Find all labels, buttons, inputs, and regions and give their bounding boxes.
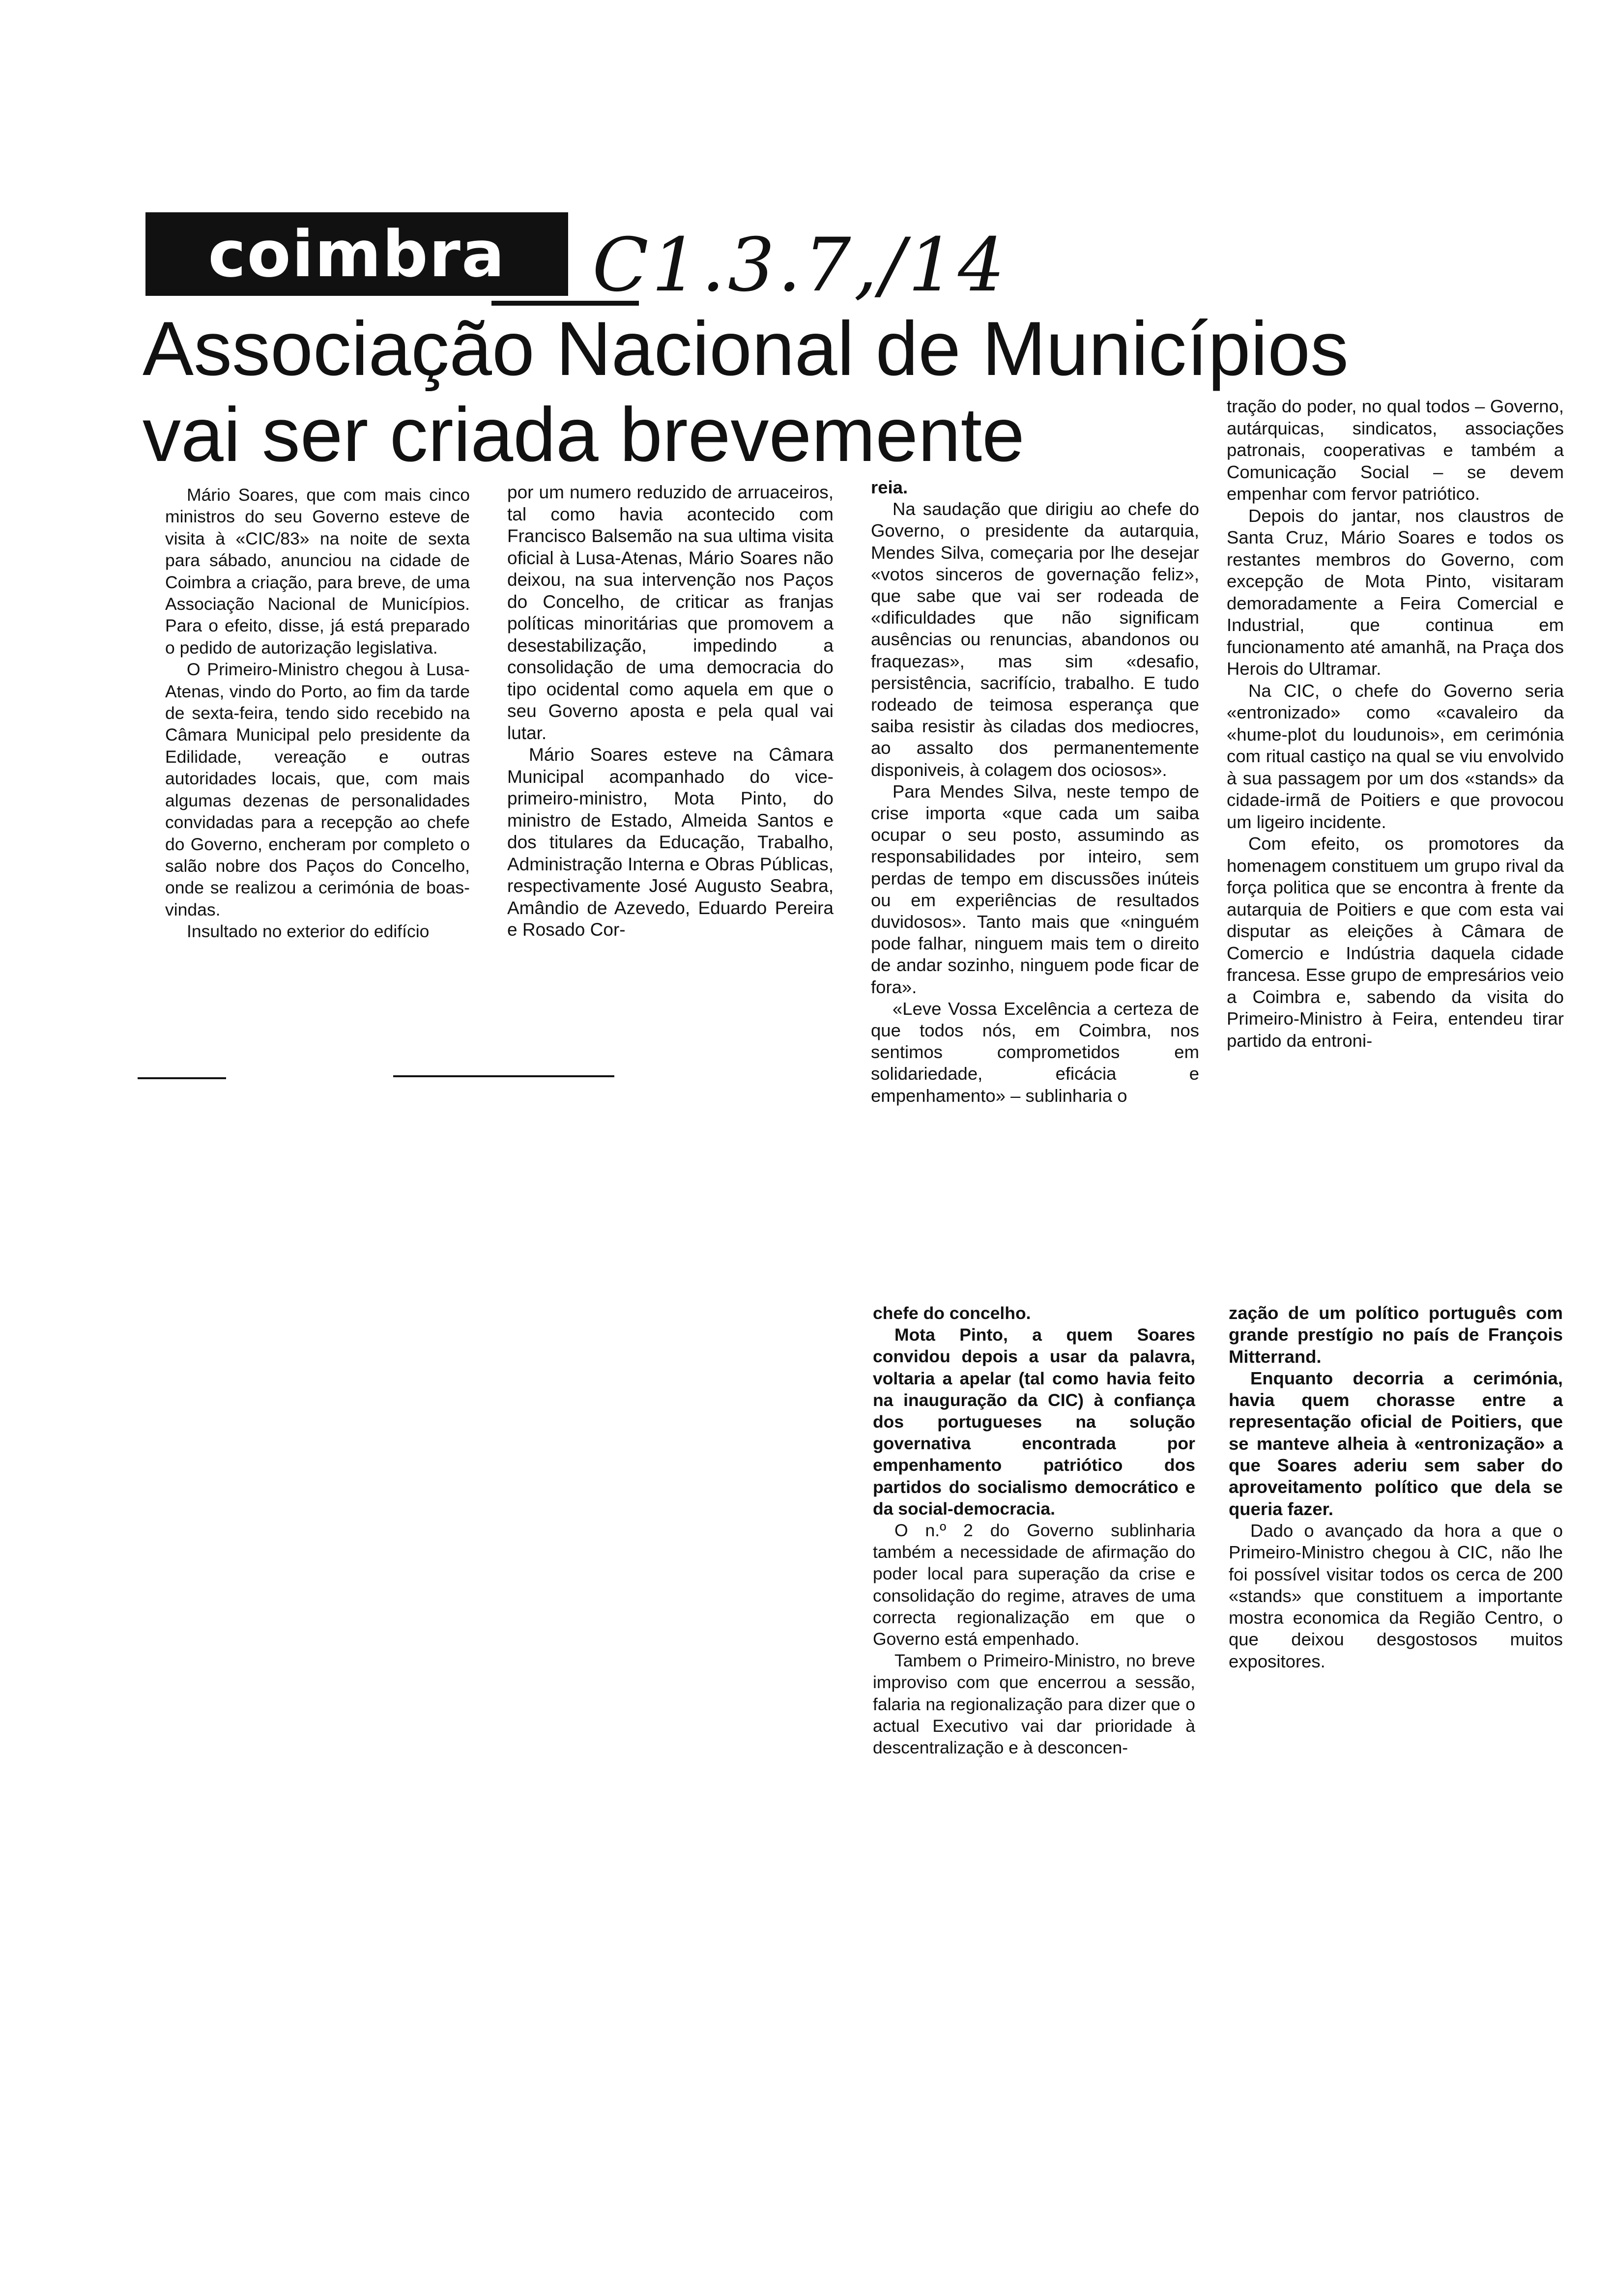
paragraph: Na CIC, o chefe do Governo seria «entronizado» como «cavaleiro da «hume-plot du loudunois», em cerimónia com ritual castiço na qual se viu envolvido à sua passagem por um dos «stands» da cidade-irmã de Poitiers e que provocou um ligeiro incidente. xyxy=(1227,680,1564,832)
divider-rule xyxy=(138,1077,226,1079)
paragraph: Enquanto decorria a cerimónia, havia quem chorasse entre a representação oficial de Poitiers, que se manteve alheia à «entronização» a que Soares aderiu sem saber do aproveitamento político que dela se queria fazer. xyxy=(1229,1368,1563,1519)
paragraph: Para Mendes Silva, neste tempo de crise importa «que cada um saiba ocupar o seu posto, assumindo as responsabilidades por inteiro, sem perdas de tempo em discussões inúteis ou em experiências de resultados duvidosos». Tanto mais que «ninguém pode falhar, ninguem mais tem o direito de andar sozinho, ninguem pode ficar de fora». xyxy=(871,781,1199,997)
paragraph: por um numero reduzido de arruaceiros, tal como havia acontecido com Francisco Balsemão na sua ultima visita oficial à Lusa-Atenas, Mário Soares não deixou, na sua intervenção nos Paços do Concelho, de criticar as franjas políticas minoritárias que promovem a desestabilização, impedindo a consolidação de uma democracia do tipo ocidental como aquela em que o seu Governo aposta e pela qual vai lutar. xyxy=(507,482,834,743)
article-column-6 xyxy=(1229,1302,1563,1672)
article-column-3 xyxy=(871,477,1199,1107)
article-column-4 xyxy=(1227,396,1564,1052)
paragraph: chefe do concelho. xyxy=(873,1303,1031,1323)
paragraph: Na saudação que dirigiu ao chefe do Governo, o presidente da autarquia, Mendes Silva, começaria por lhe desejar «votos sinceros de governação feliz», que sabe que vai ser rodeada de «dificuldades que não significam ausências ou renuncias, abandonos ou fraquezas», mas sim «desafio, persistência, sacrifício, trabalho. E tudo rodeado de teimosa esperança que saiba resistir às ciladas dos mediocres, ao assalto dos permanentemente disponiveis, à colagem dos ociosos». xyxy=(871,499,1199,780)
paragraph: O Primeiro-Ministro chegou à Lusa-Atenas, vindo do Porto, ao fim da tarde de sexta-feira, tendo sido recebido na Câmara Municipal pelo presidente da Edilidade, vereação e outras autoridades locais, que, com mais algumas dezenas de personalidades convidadas para a recepção ao chefe do Governo, encheram por completo o salão nobre dos Paços do Concelho, onde se realizou a cerimónia de boas-vindas. xyxy=(165,660,470,919)
paragraph: Tambem o Primeiro-Ministro, no breve improviso com que encerrou a sessão, falaria na regionalização para dizer que o actual Executivo vai dar prioridade à descentralização e à desconcen- xyxy=(873,1651,1195,1758)
article-column-5 xyxy=(873,1302,1195,1758)
headline-line-2: vai ser criada brevemente xyxy=(143,392,1025,478)
paragraph: Insultado no exterior do edifício xyxy=(187,921,430,942)
paragraph: Mota Pinto, a quem Soares convidou depois a usar da palavra, voltaria a apelar (tal como havia feito na inauguração da CIC) à confiança dos portugueses na solução governativa encontrada por empenhamento patriótico dos partidos do socialismo democrático e da social-democracia. xyxy=(873,1325,1195,1519)
divider-rule xyxy=(393,1075,614,1077)
section-tag: coimbra xyxy=(145,212,568,296)
paragraph: Dado o avançado da hora a que o Primeiro-Ministro chegou à CIC, não lhe foi possível visitar todos os cerca de 200 «stands» que constituem a importante mostra economica da Região Centro, o que deixou desgostosos muitos expositores. xyxy=(1229,1520,1563,1671)
paragraph: Depois do jantar, nos claustros de Santa Cruz, Mário Soares e todos os restantes membros do Governo, com excepção de Mota Pinto, visitaram demoradamente a Feira Comercial e Industrial, que continua em funcionamento até amanhã, na Praça dos Herois do Ultramar. xyxy=(1227,505,1564,679)
paragraph: zação de um político português com grande prestígio no país de François Mitterrand. xyxy=(1229,1303,1563,1367)
headline-line-1: Associação Nacional de Municípios xyxy=(143,306,1349,392)
article-column-1 xyxy=(165,484,470,943)
article-column-2 xyxy=(507,482,834,941)
paragraph: reia. xyxy=(871,477,908,497)
paragraph: tração do poder, no qual todos – Governo, autárquicas, sindicatos, associações patronais, cooperativas e também a Comunicação Social – se devem empenhar com fervor patriótico. xyxy=(1227,396,1564,504)
paragraph: Mário Soares esteve na Câmara Municipal acompanhado do vice-primeiro-ministro, Mota Pinto, do ministro de Estado, Almeida Santos e dos titulares da Educação, Trabalho, Administração Interna e Obras Públicas, respectivamente José Augusto Seabra, Amândio de Azevedo, Eduardo Pereira e Rosado Cor- xyxy=(507,745,834,940)
paragraph: Com efeito, os promotores da homenagem constituem um grupo rival da força politica que se encontra à frente da autarquia de Poitiers e que com esta vai disputar as eleições à Câmara de Comercio e Indústria daquela cidade francesa. Esse grupo de empresários veio a Coimbra e, sabendo da visita do Primeiro-Ministro à Feira, entendeu tirar partido da entroni- xyxy=(1227,833,1564,1051)
paragraph: «Leve Vossa Excelência a certeza de que todos nós, em Coimbra, nos sentimos comprometidos em solidariedade, eficácia e empenhamento» – sublinharia o xyxy=(871,998,1199,1106)
paragraph: Mário Soares, que com mais cinco ministros do seu Governo esteve de visita à «CIC/83» na noite de sexta para sábado, anunciou na cidade de Coimbra a criação, para breve, de uma Associação Nacional de Municípios. Para o efeito, disse, já está preparado o pedido de autorização legislativa. xyxy=(165,485,470,658)
handwritten-note: C1.3.7,/14 xyxy=(592,223,1008,308)
paragraph: O n.º 2 do Governo sublinharia também a necessidade de afirmação do poder local para superação da crise e consolidação do regime, atraves de uma correcta regionalização em que o Governo está empenhado. xyxy=(873,1521,1195,1649)
